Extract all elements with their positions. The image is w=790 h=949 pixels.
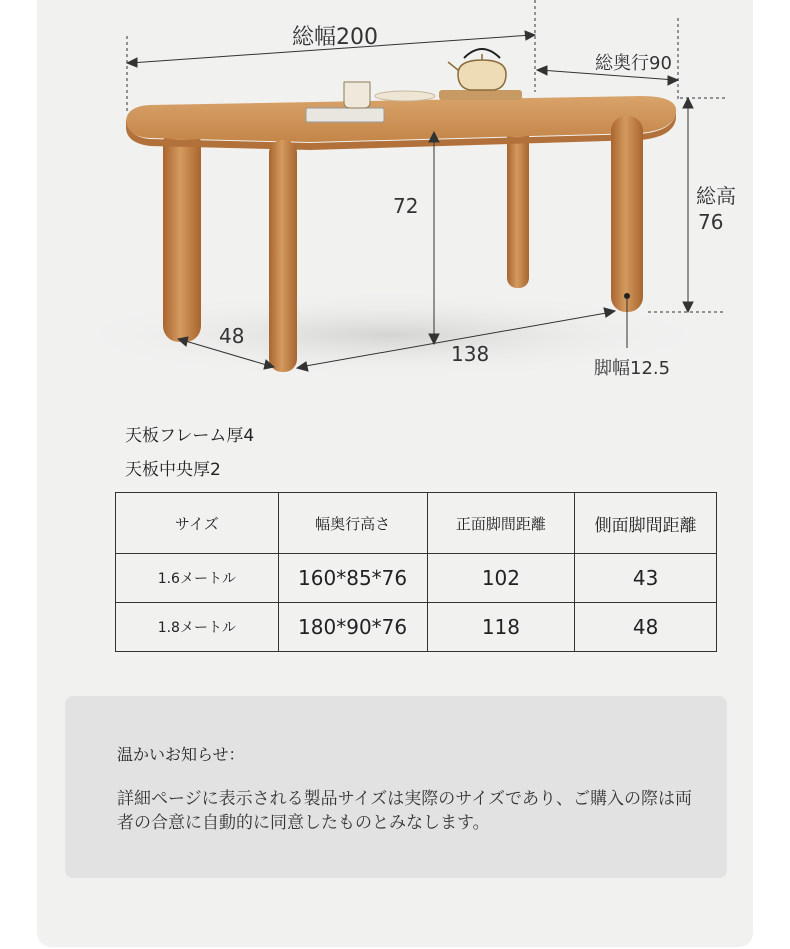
center-thickness-note: 天板中央厚2	[125, 460, 221, 480]
tabletop	[126, 96, 676, 142]
row-front-leg-distance: 102	[427, 554, 575, 603]
notice-body: 詳細ページに表示される製品サイズは実際のサイズであり、ご購入の際は両者の合意に自動的に同意したものとみなします。	[117, 789, 692, 833]
row-front-leg-distance: 118	[427, 603, 575, 652]
mug	[344, 82, 370, 108]
table-header-row	[116, 493, 717, 554]
dim-inner-height: 72	[393, 194, 419, 218]
dim-total-height-label: 総高	[696, 184, 736, 208]
header-dimensions: 幅奥行高さ	[278, 493, 427, 554]
header-size: サイズ	[116, 493, 279, 554]
row-side-leg-distance: 48	[575, 603, 717, 652]
row-size: 1.8メートル	[116, 603, 279, 652]
row-dimensions: 180*90*76	[278, 603, 427, 652]
plate	[375, 91, 435, 101]
table-leg-back-left	[163, 128, 201, 342]
dim-total-depth: 総奥行90	[595, 53, 672, 74]
table-row	[116, 603, 717, 652]
table-row	[116, 554, 717, 603]
tray	[439, 90, 522, 100]
dim-leg-width-distance: 138	[451, 342, 490, 366]
table-leg-front-left	[269, 140, 297, 372]
table-leg-front-right	[611, 116, 643, 312]
header-side-leg-distance: 側面脚間距離	[575, 493, 717, 554]
frame-thickness-note: 天板フレーム厚4	[125, 426, 255, 446]
dim-leg-width: 脚幅12.5	[594, 358, 671, 379]
dim-total-width: 総幅200	[292, 25, 378, 50]
row-dimensions: 160*85*76	[278, 554, 427, 603]
book	[306, 108, 384, 122]
dim-total-height-value: 76	[698, 210, 724, 234]
header-front-leg-distance: 正面脚間距離	[427, 493, 575, 554]
notice-box	[65, 696, 727, 878]
dim-leg-depth-distance: 48	[219, 324, 245, 348]
size-table	[115, 492, 717, 652]
notice-title: 温かいお知らせ：	[117, 745, 245, 764]
teapot	[448, 54, 506, 90]
row-side-leg-distance: 43	[575, 554, 717, 603]
row-size: 1.6メートル	[116, 554, 279, 603]
